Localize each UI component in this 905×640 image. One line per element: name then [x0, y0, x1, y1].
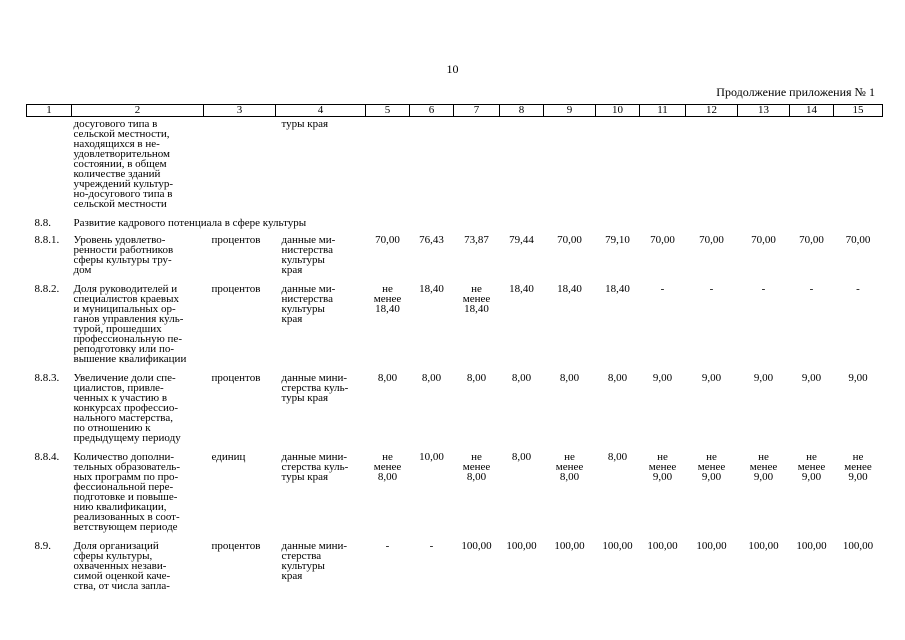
cell-line: 70,00 [751, 234, 776, 246]
cell-line: менее [648, 461, 677, 473]
value-cell [500, 449, 544, 538]
cell-line: предыдущему периоду [73, 432, 181, 444]
cell-line: 100,00 [554, 540, 585, 552]
table-row [27, 281, 883, 370]
indicator-description [72, 117, 204, 216]
cell-line: не [657, 451, 668, 463]
value-cell [596, 370, 640, 449]
value-cell [738, 538, 790, 597]
cell-line: 18,40 [419, 283, 444, 295]
unit-of-measure: процентов [211, 540, 261, 552]
cell-line: данные мини- [281, 451, 348, 463]
cell-line: сельской местности [73, 198, 167, 210]
cell-line: 100,00 [796, 540, 827, 552]
cell-line: 8,00 [607, 451, 628, 463]
cell-line: подготовке и повыше- [73, 491, 178, 503]
header-cell: 9 [544, 105, 596, 117]
cell-line: 100,00 [461, 540, 492, 552]
header-cell: 15 [834, 105, 883, 117]
value-cell [596, 232, 640, 281]
cell-line: 100,00 [506, 540, 537, 552]
header-cell: 4 [276, 105, 366, 117]
cell-line: состоянии, в общем [73, 158, 167, 170]
cell-line: 8,00 [559, 471, 580, 483]
value-cell [640, 370, 686, 449]
cell-line: количестве зданий [73, 168, 161, 180]
cell-line: ства, от числа запла- [73, 580, 170, 592]
value-cell [640, 449, 686, 538]
cell-line: 8,00 [466, 372, 487, 384]
cell-line: менее [697, 461, 726, 473]
unit-of-measure: процентов [211, 283, 261, 295]
value-cell [596, 449, 640, 538]
value-cell [834, 370, 883, 449]
cell-line: 8,00 [377, 471, 398, 483]
value-cell [686, 449, 738, 538]
value-cell [738, 449, 790, 538]
cell-line: - [856, 283, 860, 295]
cell-line: не [471, 283, 482, 295]
cell-line: не [758, 451, 769, 463]
value-cell [454, 538, 500, 597]
cell-line: 9,00 [701, 471, 722, 483]
value-cell [686, 370, 738, 449]
value-cell [738, 370, 790, 449]
cell-line: не [852, 451, 864, 463]
section-number: 8.8. [34, 217, 51, 229]
cell-line: 8,00 [559, 372, 580, 384]
cell-line: нистерства [281, 293, 333, 305]
section-title: Развитие кадрового потенциала в сфере культуры [73, 217, 307, 229]
cell-line: 100,00 [842, 540, 874, 552]
value-cell [790, 449, 834, 538]
cell-line: не [382, 283, 393, 295]
cell-line: - [709, 283, 714, 295]
cell-line: 8,00 [511, 451, 532, 463]
cell-line: 8,00 [377, 372, 398, 384]
value-cell [366, 281, 410, 370]
value-cell [544, 232, 596, 281]
table-row [27, 232, 883, 281]
cell-line: края [281, 313, 303, 325]
cell-line: менее [555, 461, 584, 473]
cell-line: Количество дополни- [73, 451, 175, 463]
cell-line: охваченных незави- [73, 560, 167, 572]
value-cell [366, 538, 410, 597]
value-cell [790, 281, 834, 370]
value-cell [366, 370, 410, 449]
cell-line: тельных образователь- [73, 461, 180, 473]
cell-line: 18,40 [605, 283, 630, 295]
cell-line: реподготовку или по- [73, 343, 174, 355]
value-cell [410, 232, 454, 281]
value-cell [738, 232, 790, 281]
cell-line: данные мини- [281, 372, 348, 384]
value-cell [544, 281, 596, 370]
indicator-description [72, 281, 204, 370]
value-cell [790, 538, 834, 597]
indicator-description [72, 370, 204, 449]
cell-line: не [806, 451, 817, 463]
cell-line: данные ми- [281, 283, 336, 295]
header-cell: 11 [640, 105, 686, 117]
cell-line: не [471, 451, 482, 463]
cell-line: сферы культуры, [73, 550, 153, 562]
data-source [276, 538, 366, 597]
cell-line: 70,00 [699, 234, 724, 246]
cell-line: 10,00 [419, 451, 444, 463]
value-cell [544, 370, 596, 449]
cell-line: культуры [281, 254, 325, 266]
header-row [27, 105, 883, 117]
cell-line: менее [462, 293, 491, 305]
cell-line: менее [373, 461, 402, 473]
cell-line: нального мастерства, [73, 412, 173, 424]
value-cell [834, 281, 883, 370]
data-source [276, 449, 366, 538]
cell-line: 9,00 [753, 471, 774, 483]
cell-line: Уровень удовлетво- [73, 234, 166, 246]
row-number: 8.8.2. [34, 283, 60, 295]
cell-line: - [429, 540, 434, 552]
cell-line: специалистов краевых [73, 293, 179, 305]
cell-line: менее [462, 461, 491, 473]
value-cell [410, 281, 454, 370]
cell-line: ченных к участию в [73, 392, 168, 404]
cell-line: 18,40 [509, 283, 534, 295]
indicator-description [72, 538, 204, 597]
cell-line: 8,00 [511, 372, 532, 384]
header-cell: 1 [27, 105, 72, 117]
value-cell [640, 232, 686, 281]
cell-line: циалистов, привле- [73, 382, 164, 394]
cell-line: 8,00 [466, 471, 487, 483]
cell-line: 70,00 [845, 234, 871, 246]
header-cell: 3 [204, 105, 276, 117]
cell-line: ветствующем периоде [73, 521, 178, 533]
cell-line: досугового типа в [73, 118, 158, 130]
cell-line: Доля организаций [73, 540, 159, 552]
cell-line: 79,10 [605, 234, 630, 246]
table-row [27, 449, 883, 538]
value-cell [500, 370, 544, 449]
cell-line: 18,40 [557, 283, 582, 295]
value-cell [834, 449, 883, 538]
value-cell [500, 281, 544, 370]
value-cell [544, 538, 596, 597]
indicator-description [72, 232, 204, 281]
cell-line: но-досугового типа в [73, 188, 173, 200]
cell-line: - [660, 283, 665, 295]
value-cell [686, 538, 738, 597]
cell-line: по отношению к [73, 422, 151, 434]
cell-line: находящихся в не- [73, 138, 160, 150]
page-number: 10 [446, 62, 459, 76]
value-cell [596, 281, 640, 370]
header-cell: 6 [410, 105, 454, 117]
cell-line: 8,00 [421, 372, 442, 384]
header-cell: 5 [366, 105, 410, 117]
cell-line: конкурсах профессио- [73, 402, 178, 414]
cell-line: не [706, 451, 717, 463]
header-cell: 7 [454, 105, 500, 117]
cell-line: сельской местности, [73, 128, 170, 140]
cell-line: фессиональной пере- [73, 481, 174, 493]
cell-line: 18,40 [375, 303, 400, 315]
value-cell [640, 281, 686, 370]
cell-line: ганов управления куль- [73, 313, 184, 325]
data-source [276, 117, 366, 216]
row-number: 8.8.4. [34, 451, 60, 463]
table-row-continued [27, 117, 883, 216]
cell-line: данные ми- [281, 234, 336, 246]
value-cell [410, 449, 454, 538]
cell-line: 79,44 [509, 234, 534, 246]
cell-line: 9,00 [801, 372, 822, 384]
row-number: 8.8.3. [34, 372, 60, 384]
cell-line: данные мини- [281, 540, 348, 552]
cell-line: туры края [281, 118, 329, 130]
cell-line: стерства куль- [281, 382, 349, 394]
value-cell [640, 538, 686, 597]
cell-line: 70,00 [375, 234, 400, 246]
header-cell: 10 [596, 105, 640, 117]
row-number: 8.9. [34, 540, 51, 552]
cell-line: сферы культуры тру- [73, 254, 172, 266]
value-cell [686, 281, 738, 370]
cell-line: - [385, 540, 390, 552]
cell-line: края [281, 264, 303, 276]
value-cell [790, 370, 834, 449]
cell-line: - [809, 283, 814, 295]
cell-line: Увеличение доли спе- [73, 372, 176, 384]
continuation-caption: Продолжение приложения № 1 [716, 85, 875, 99]
cell-line: 70,00 [557, 234, 582, 246]
header-cell: 14 [790, 105, 834, 117]
value-cell [454, 449, 500, 538]
cell-line: профессиональную пе- [73, 333, 182, 345]
cell-line: культуры [281, 303, 325, 315]
cell-line: удовлетворительном [73, 148, 170, 160]
cell-line: турой, прошедших [73, 323, 162, 335]
table-row [27, 538, 883, 597]
cell-line: ренности работников [73, 244, 174, 256]
value-cell [454, 232, 500, 281]
cell-line: 9,00 [652, 372, 673, 384]
cell-line: 9,00 [652, 471, 673, 483]
cell-line: и муниципальных ор- [73, 303, 176, 315]
cell-line: симой оценкой каче- [73, 570, 171, 582]
row-number: 8.8.1. [34, 234, 60, 246]
value-cell [790, 232, 834, 281]
cell-line: Доля руководителей и [73, 283, 178, 295]
value-cell [366, 232, 410, 281]
cell-line: менее [373, 293, 402, 305]
cell-line: не [382, 451, 393, 463]
cell-line: 70,00 [799, 234, 824, 246]
value-cell [410, 538, 454, 597]
cell-line: туры края [281, 392, 329, 404]
value-cell [366, 449, 410, 538]
cell-line: 8,00 [607, 372, 628, 384]
value-cell [500, 232, 544, 281]
cell-line: нию квалификации, [73, 501, 167, 513]
header-cell: 13 [738, 105, 790, 117]
header-cell: 2 [72, 105, 204, 117]
cell-line: реализованных в соот- [73, 511, 180, 523]
cell-line: 100,00 [696, 540, 727, 552]
cell-line: стерства куль- [281, 461, 349, 473]
cell-line: 18,40 [464, 303, 489, 315]
value-cell [454, 281, 500, 370]
section-row [27, 215, 883, 232]
data-source [276, 232, 366, 281]
indicator-table [26, 104, 883, 597]
cell-line: вышение квалификации [73, 353, 187, 365]
value-cell [738, 281, 790, 370]
cell-line: 100,00 [748, 540, 779, 552]
cell-line: менее [844, 461, 872, 473]
cell-line: - [761, 283, 766, 295]
cell-line: 9,00 [848, 471, 868, 483]
value-cell [410, 370, 454, 449]
value-cell [834, 538, 883, 597]
data-source [276, 370, 366, 449]
unit-of-measure: процентов [211, 234, 261, 246]
header-cell: 12 [686, 105, 738, 117]
cell-line: ных программ по про- [73, 471, 179, 483]
indicator-description [72, 449, 204, 538]
cell-line: дом [73, 264, 92, 276]
cell-line: 70,00 [650, 234, 675, 246]
cell-line: не [564, 451, 575, 463]
cell-line: 76,43 [419, 234, 444, 246]
cell-line: 9,00 [801, 471, 822, 483]
value-cell [454, 370, 500, 449]
unit-of-measure: процентов [211, 372, 261, 384]
value-cell [544, 449, 596, 538]
cell-line: 100,00 [647, 540, 678, 552]
cell-line: стерства [281, 550, 322, 562]
cell-line: 9,00 [701, 372, 722, 384]
value-cell [686, 232, 738, 281]
cell-line: 73,87 [464, 234, 489, 246]
unit-of-measure: единиц [211, 451, 246, 463]
cell-line: 9,00 [848, 372, 868, 384]
cell-line: менее [749, 461, 778, 473]
cell-line: 9,00 [753, 372, 774, 384]
cell-line: туры края [281, 471, 329, 483]
cell-line: учреждений культур- [73, 178, 174, 190]
cell-line: 100,00 [602, 540, 633, 552]
cell-line: нистерства [281, 244, 333, 256]
cell-line: культуры [281, 560, 325, 572]
cell-line: менее [797, 461, 826, 473]
value-cell [500, 538, 544, 597]
table-row [27, 370, 883, 449]
value-cell [596, 538, 640, 597]
data-source [276, 281, 366, 370]
header-cell: 8 [500, 105, 544, 117]
cell-line: края [281, 570, 303, 582]
value-cell [834, 232, 883, 281]
